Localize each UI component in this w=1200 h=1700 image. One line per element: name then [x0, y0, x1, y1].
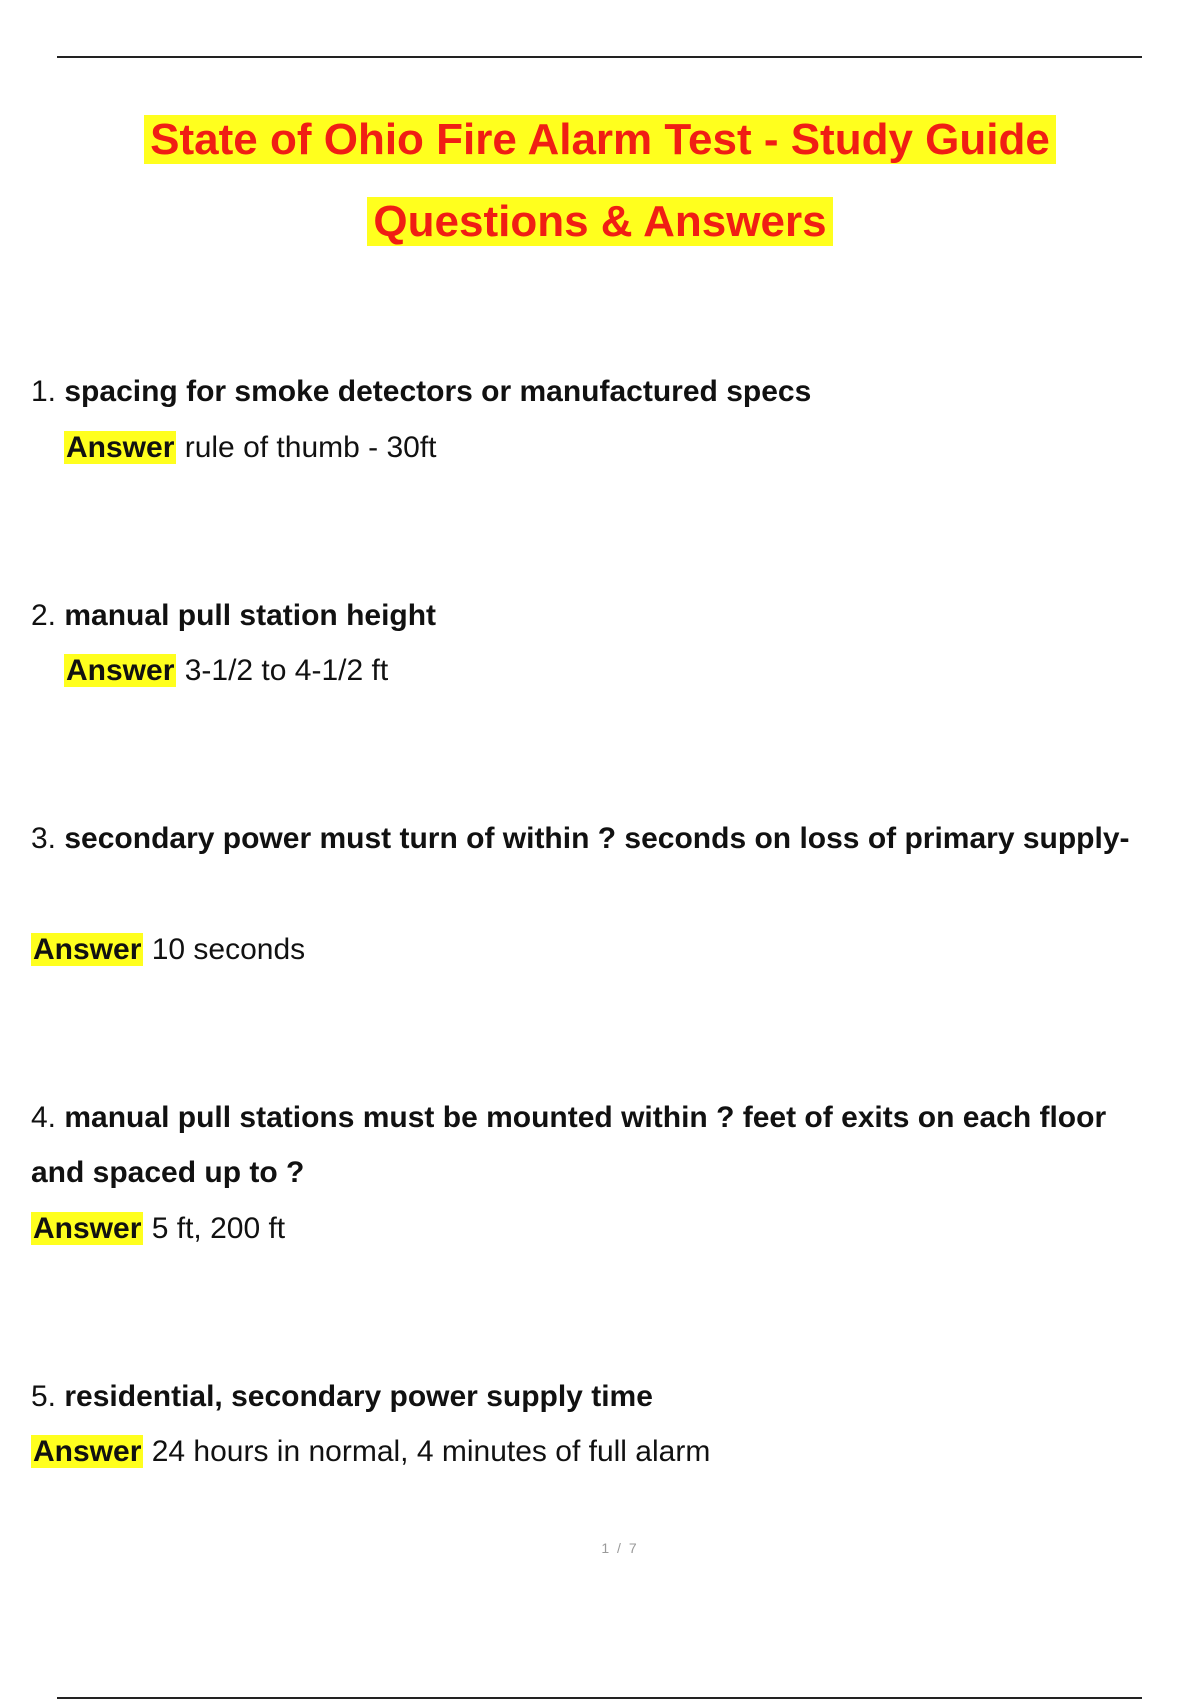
question-number: 3.	[31, 822, 57, 855]
answer-1	[64, 428, 437, 468]
page-subtitle	[0, 194, 1200, 250]
answer-3	[31, 930, 305, 970]
question-1	[31, 372, 811, 412]
answer-text: rule of thumb - 30ft	[184, 431, 437, 464]
answer-5	[31, 1432, 710, 1472]
question-5	[31, 1377, 653, 1417]
answer-label: Answer	[33, 1212, 142, 1245]
title-line-1: State of Ohio Fire Alarm Test - Study Guide	[144, 115, 1056, 164]
answer-text: 3-1/2 to 4-1/2 ft	[184, 654, 389, 687]
title-line-2: Questions & Answers	[367, 197, 832, 246]
question-number: 1.	[31, 375, 57, 408]
question-4-continuation	[31, 1153, 304, 1193]
page-indicator: 1 / 7	[601, 1540, 639, 1556]
answer-label: Answer	[33, 1435, 142, 1468]
answer-4	[31, 1209, 285, 1249]
answer-text: 10 seconds	[151, 933, 306, 966]
answer-label: Answer	[66, 654, 175, 687]
question-text: and spaced up to ?	[31, 1156, 305, 1189]
question-text: residential, secondary power supply time	[64, 1380, 653, 1413]
question-number: 4.	[31, 1101, 57, 1134]
answer-2	[64, 651, 388, 691]
answer-text: 5 ft, 200 ft	[151, 1212, 286, 1245]
answer-text: 24 hours in normal, 4 minutes of full alarm	[151, 1435, 711, 1468]
question-number: 5.	[31, 1380, 57, 1413]
top-rule	[57, 56, 1142, 58]
answer-label: Answer	[66, 431, 175, 464]
question-2	[31, 596, 436, 636]
question-text: manual pull stations must be mounted within ? feet of exits on each floor	[64, 1101, 1107, 1134]
question-text: secondary power must turn of within ? seconds on loss of primary supply-	[64, 822, 1130, 855]
page-title	[0, 112, 1200, 168]
question-3	[31, 819, 1130, 859]
question-text: manual pull station height	[64, 599, 437, 632]
question-number: 2.	[31, 599, 57, 632]
answer-label: Answer	[33, 933, 142, 966]
bottom-rule	[57, 1697, 1142, 1699]
question-text: spacing for smoke detectors or manufactured specs	[64, 375, 812, 408]
question-4	[31, 1098, 1106, 1138]
